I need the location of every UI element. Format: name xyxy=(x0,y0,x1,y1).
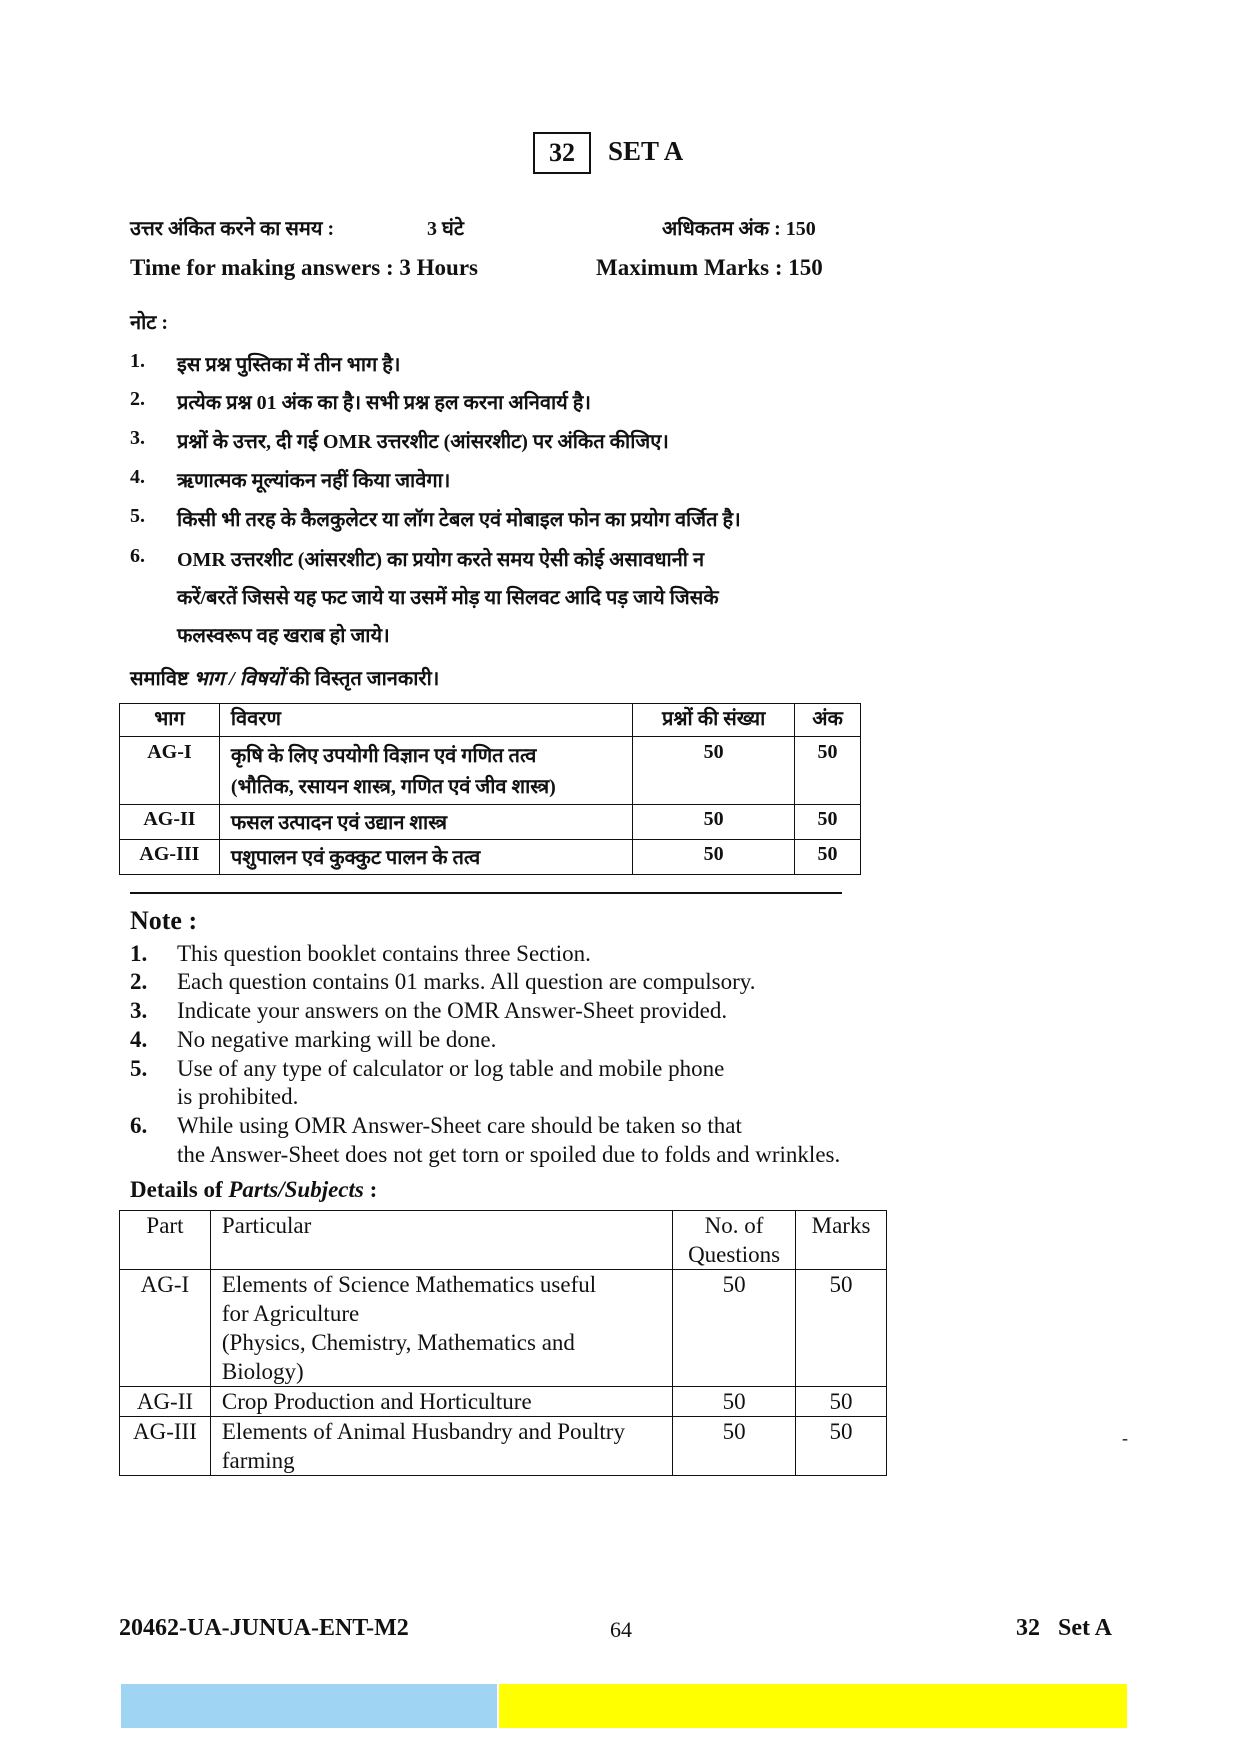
part-cell: AG-I xyxy=(120,1270,211,1387)
hindi-note-text: OMR उत्तरशीट (आंसरशीट) का प्रयोग करते समय ऐसी कोई असावधानी न xyxy=(177,549,705,571)
hindi-max-marks: अधिकतम अंक : 150 xyxy=(662,218,816,240)
questions-cell: 50 xyxy=(673,1417,796,1476)
eng-note-text: Indicate your answers on the OMR Answer-Sheet provided. xyxy=(177,998,728,1023)
marks-cell: 50 xyxy=(796,1387,887,1417)
hindi-note-num: 4. xyxy=(130,466,145,488)
hindi-note-text: ऋणात्मक मूल्यांकन नहीं किया जावेगा। xyxy=(177,470,451,492)
questions-cell: 50 xyxy=(633,737,795,805)
eng-note-num: 4. xyxy=(130,1027,148,1052)
table-header: भाग xyxy=(120,704,220,737)
eng-details-heading: Details of Parts/Subjects : xyxy=(130,1177,378,1202)
part-cell: AG-III xyxy=(120,1417,211,1476)
table-header: अंक xyxy=(795,704,861,737)
eng-note-text: is prohibited. xyxy=(177,1084,299,1109)
particular-cell: कृषि के लिए उपयोगी विज्ञान एवं गणित तत्व (भौतिक, रसायन शास्त्र, गणित एवं जीव शास्त्र) xyxy=(219,737,632,805)
eng-note-title: Note : xyxy=(130,906,198,935)
hindi-note-text: इस प्रश्न पुस्तिका में तीन भाग है। xyxy=(177,354,401,376)
set-code: 32 xyxy=(549,138,575,167)
hindi-parts-table xyxy=(119,703,861,875)
part-cell: AG-I xyxy=(120,737,220,805)
particular-cell: Elements of Science Mathematics useful for Agriculture (Physics, Chemistry, Mathematics and Biology) xyxy=(210,1270,672,1387)
particular-cell: Elements of Animal Husbandry and Poultry farming xyxy=(210,1417,672,1476)
hindi-note-text: प्रश्नों के उत्तर, दी गई OMR उत्तरशीट (आंसरशीट) पर अंकित कीजिए। xyxy=(177,431,669,453)
table-row xyxy=(120,1417,887,1476)
marks-cell: 50 xyxy=(796,1417,887,1476)
hindi-note-text: फलस्वरूप वह खराब हो जाये। xyxy=(177,625,390,647)
marks-cell: 50 xyxy=(795,737,861,805)
marks-cell: 50 xyxy=(795,805,861,840)
hindi-note-num: 1. xyxy=(130,350,145,372)
eng-note-text: No negative marking will be done. xyxy=(177,1027,497,1052)
hindi-note-text: करें/बरतें जिससे यह फट जाये या उसमें मोड़ या सिलवट आदि पड़ जाये जिसके xyxy=(177,587,719,609)
table-header: Part xyxy=(120,1211,211,1270)
hindi-note-num: 3. xyxy=(130,427,145,449)
part-cell: AG-III xyxy=(120,840,220,875)
table-header: विवरण xyxy=(219,704,632,737)
hindi-note-num: 6. xyxy=(130,545,145,567)
set-code-box xyxy=(533,132,591,174)
hindi-note-title: नोट : xyxy=(130,312,169,334)
eng-time: Time for making answers : 3 Hours xyxy=(130,255,478,280)
eng-note-num: 6. xyxy=(130,1113,148,1138)
questions-cell: 50 xyxy=(673,1387,796,1417)
table-header: Marks xyxy=(796,1211,887,1270)
footer-bar-blue xyxy=(121,1684,497,1728)
stray-mark: - xyxy=(1122,1428,1128,1448)
questions-cell: 50 xyxy=(673,1270,796,1387)
table-header: Particular xyxy=(210,1211,672,1270)
eng-note-num: 5. xyxy=(130,1056,148,1081)
hindi-time-value: 3 घंटे xyxy=(427,218,464,240)
table-header: No. of Questions xyxy=(673,1211,796,1270)
set-label: SET A xyxy=(608,136,684,166)
particular-cell: पशुपालन एवं कुक्कुट पालन के तत्व xyxy=(219,840,632,875)
eng-note-num: 3. xyxy=(130,998,148,1023)
hindi-time-label: उत्तर अंकित करने का समय : xyxy=(130,218,335,240)
footer-page-number: 64 xyxy=(610,1617,632,1642)
table-header-row xyxy=(120,704,861,737)
table-row xyxy=(120,840,861,875)
particular-cell: Crop Production and Horticulture xyxy=(210,1387,672,1417)
hindi-note-text: प्रत्येक प्रश्न 01 अंक का है। सभी प्रश्न हल करना अनिवार्य है। xyxy=(177,392,591,414)
section-divider xyxy=(130,892,842,894)
hindi-note-text: किसी भी तरह के कैलकुलेटर या लॉग टेबल एवं मोबाइल फोन का प्रयोग वर्जित है। xyxy=(177,509,741,531)
hindi-note-num: 2. xyxy=(130,388,145,410)
footer-set: 32 Set A xyxy=(1016,1615,1112,1641)
eng-note-num: 1. xyxy=(130,941,148,966)
hindi-note-num: 5. xyxy=(130,505,145,527)
table-row xyxy=(120,805,861,840)
marks-cell: 50 xyxy=(795,840,861,875)
eng-note-text: This question booklet contains three Section. xyxy=(177,941,591,966)
eng-note-text: Each question contains 01 marks. All question are compulsory. xyxy=(177,969,756,994)
table-header: प्रश्नों की संख्या xyxy=(633,704,795,737)
eng-note-text: While using OMR Answer-Sheet care should be taken so that xyxy=(177,1113,742,1138)
particular-cell: फसल उत्पादन एवं उद्यान शास्त्र xyxy=(219,805,632,840)
eng-note-text: Use of any type of calculator or log table and mobile phone xyxy=(177,1056,725,1081)
eng-parts-table xyxy=(119,1210,887,1476)
footer-code: 20462-UA-JUNUA-ENT-M2 xyxy=(119,1615,409,1641)
table-row xyxy=(120,737,861,805)
questions-cell: 50 xyxy=(633,840,795,875)
footer-bar-yellow xyxy=(499,1684,1127,1728)
marks-cell: 50 xyxy=(796,1270,887,1387)
table-row xyxy=(120,1270,887,1387)
eng-note-num: 2. xyxy=(130,969,148,994)
eng-max-marks: Maximum Marks : 150 xyxy=(596,255,823,280)
table-row xyxy=(120,1387,887,1417)
part-cell: AG-II xyxy=(120,1387,211,1417)
hindi-details-heading: समाविष्ट भाग / विषयों की विस्तृत जानकारी। xyxy=(130,668,440,690)
part-cell: AG-II xyxy=(120,805,220,840)
eng-note-text: the Answer-Sheet does not get torn or spoiled due to folds and wrinkles. xyxy=(177,1142,841,1167)
questions-cell: 50 xyxy=(633,805,795,840)
table-header-row xyxy=(120,1211,887,1270)
